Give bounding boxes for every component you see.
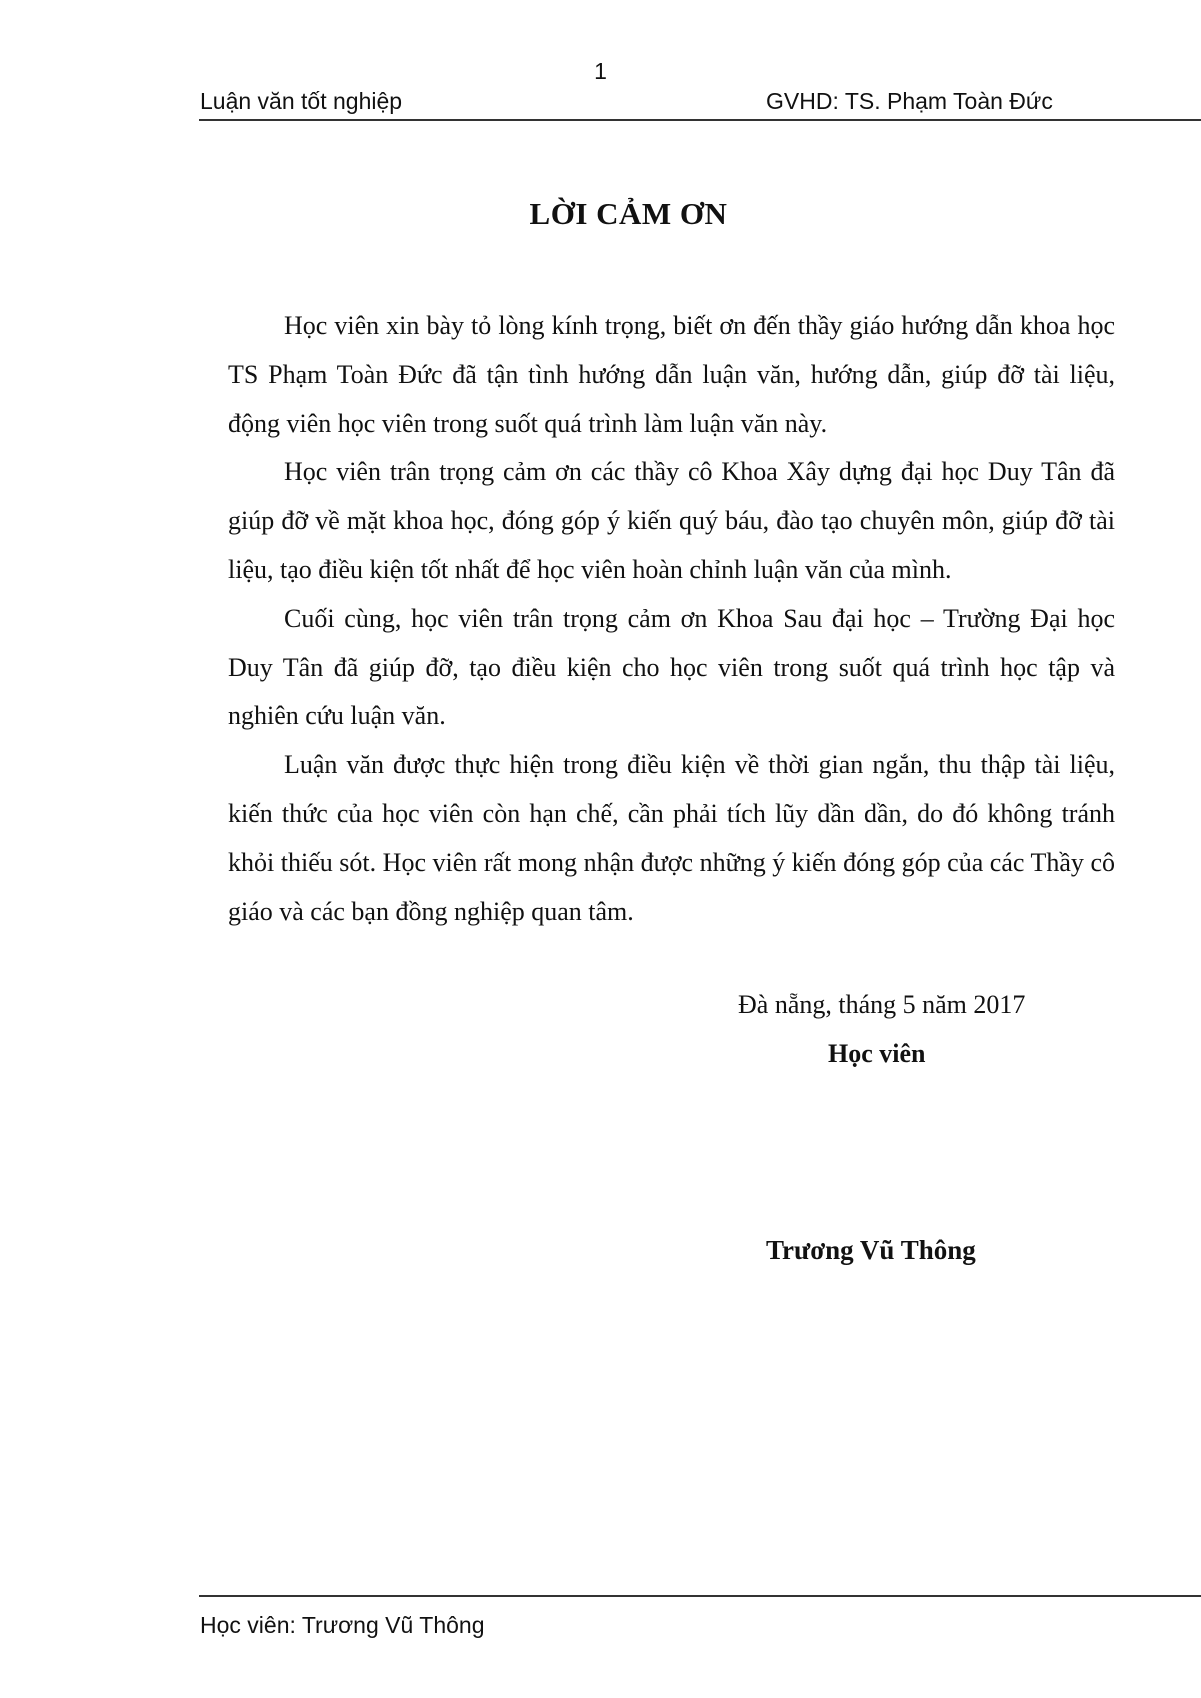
acknowledgement-body: [228, 302, 1115, 936]
page-title: LỜI CẢM ƠN: [529, 196, 728, 231]
footer-student-label: Học viên: Trương Vũ Thông: [200, 1612, 485, 1638]
paragraph-1: Học viên xin bày tỏ lòng kính trọng, biết ơn đến thầy giáo hướng dẫn khoa học TS Phạm Toàn Đức đã tận tình hướng dẫn luận văn, hướng dẫn, giúp đỡ tài liệu, động viên học viên trong suốt quá trình làm luận văn này.: [228, 311, 1115, 438]
header-divider: [199, 119, 1201, 121]
page-number: 1: [594, 58, 607, 84]
signature-date: Đà nẵng, tháng 5 năm 2017: [738, 990, 1026, 1019]
header-advisor-label: GVHD: TS. Phạm Toàn Đức: [766, 88, 1053, 114]
paragraph-2: Học viên trân trọng cảm ơn các thầy cô Khoa Xây dựng đại học Duy Tân đã giúp đỡ về mặt khoa học, đóng góp ý kiến quý báu, đào tạo chuyên môn, giúp đỡ tài liệu, tạo điều kiện tốt nhất để học viên hoàn chỉnh luận văn của mình.: [228, 457, 1115, 584]
header-thesis-label: Luận văn tốt nghiệp: [200, 88, 403, 114]
footer-divider: [199, 1595, 1201, 1597]
signature-role: Học viên: [828, 1039, 926, 1068]
paragraph-3: Cuối cùng, học viên trân trọng cảm ơn Khoa Sau đại học – Trường Đại học Duy Tân đã giúp đỡ, tạo điều kiện cho học viên trong suốt quá trình học tập và nghiên cứu luận văn.: [228, 603, 1115, 731]
paragraph-4: Luận văn được thực hiện trong điều kiện về thời gian ngắn, thu thập tài liệu, kiến thức của học viên còn hạn chế, cần phải tích lũy dần dần, do đó không tránh khỏi thiếu sót. Học viên rất mong nhận được những ý kiến đóng góp của các Thầy cô giáo và các bạn đồng nghiệp quan tâm.: [228, 750, 1115, 926]
signature-name: Trương Vũ Thông: [766, 1235, 976, 1265]
